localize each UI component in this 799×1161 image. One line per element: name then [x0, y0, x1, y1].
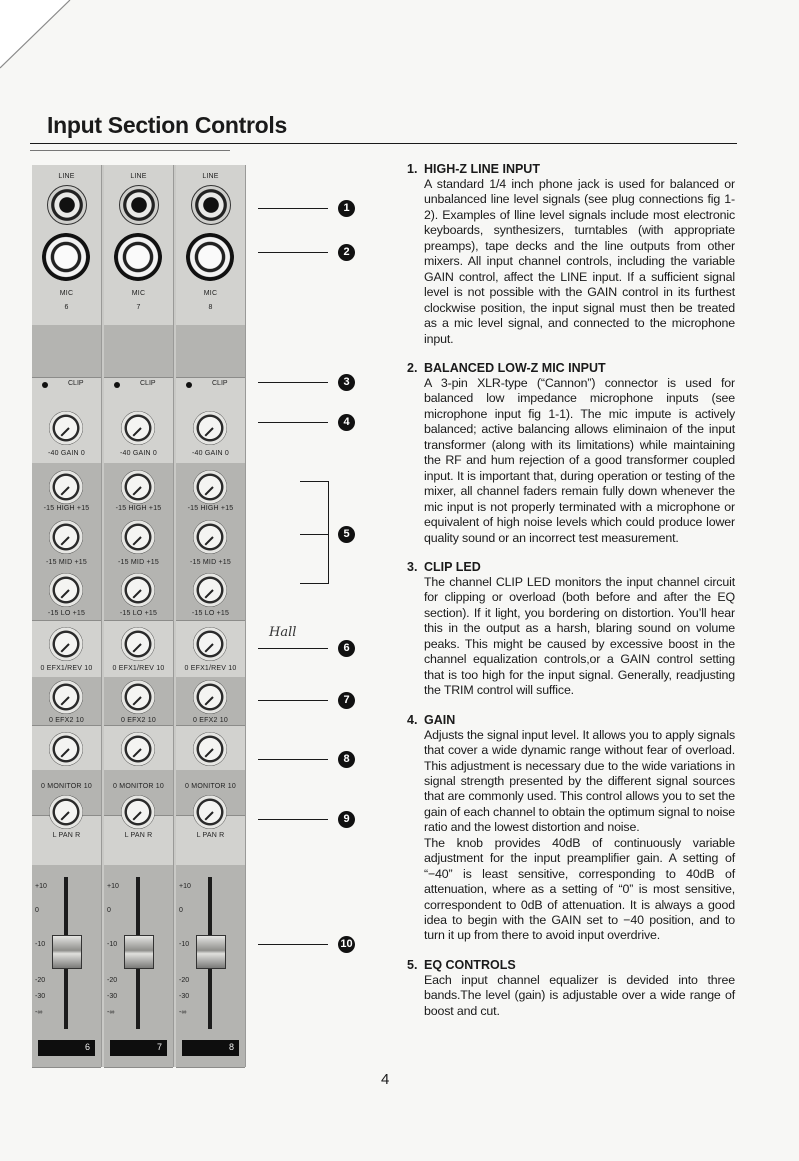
- efx2-label: 0 EFX2 10: [193, 717, 228, 724]
- efx1-knob: [193, 627, 227, 661]
- callout-line: [258, 944, 328, 945]
- callout-badge: 4: [338, 414, 355, 431]
- handwritten-note: Hall: [269, 625, 297, 640]
- line-jack: [47, 185, 87, 225]
- control-item-heading: EQ CONTROLS: [424, 957, 516, 972]
- lo-knob: [121, 573, 155, 607]
- clip-label: CLIP: [212, 380, 228, 387]
- control-item-title: [407, 161, 735, 177]
- page-corner-fold: [0, 0, 90, 80]
- mixer-strips-illustration: [32, 165, 246, 1067]
- gain-knob: [49, 411, 83, 445]
- mid-label: -15 MID +15: [118, 559, 159, 566]
- callout-line: [258, 700, 328, 701]
- lo-knob: [49, 573, 83, 607]
- efx2-label: 0 EFX2 10: [49, 717, 84, 724]
- control-item: [407, 957, 735, 1019]
- eq-bracket: [300, 481, 329, 584]
- line-label: LINE: [58, 173, 75, 180]
- control-item-paragraph: A 3-pin XLR-type (“Cannon”) connector is used for balanced low impedance microphone inputs (see microphone input fig 1-1). The mic impute is actively balanced; active balancing allows eliminaion of the input transformer (along with its limitations) while maintaining the RF and hum rejection of a good transformer coupled input. It is important that, during operation or testing of the mixer, all channel faders remain fully down whenever the mic input is not properly terminated with a microphone or equivalent of high noise levels which could produce lower quality sound or an incorrect test measurement.: [424, 375, 735, 545]
- high-label: -15 HIGH +15: [187, 505, 234, 512]
- callout-badge: 10: [338, 936, 355, 953]
- control-item-paragraph: Adjusts the signal input level. It allows you to apply signals that cover a wide dynamic range without fear of overload. This adjustment is necessary due to the wide variations in signal strength presented by the different signal sources that are commonly used. This control allows you to set the gain of each channel to obtain the optimum signal to noise ratio and the lowest distortion and noise.: [424, 727, 735, 835]
- monitor-label: 0 MONITOR 10: [185, 783, 236, 790]
- fader-scale-label: -30: [107, 993, 118, 1000]
- fader-scale-label: -20: [107, 977, 118, 984]
- mid-label: -15 MID +15: [46, 559, 87, 566]
- fader-scale-label: -20: [35, 977, 46, 984]
- fader-scale-label: +10: [35, 883, 47, 890]
- mic-number: 7: [136, 304, 141, 311]
- clip-led: [114, 382, 120, 388]
- channel-strip: [176, 165, 246, 1067]
- control-item-paragraph: Each input channel equalizer is devided into three bands.The level (gain) is adjustable over a wide range of boost and cut.: [424, 972, 735, 1018]
- fader-scale-label: -10: [35, 941, 46, 948]
- page-title: Input Section Controls: [47, 112, 287, 138]
- callout-badge: 7: [338, 692, 355, 709]
- control-item-paragraph: The channel CLIP LED monitors the input channel circuit for clipping or overload (both before and after the EQ section). If it light, you bordering on distortion. You’ll hear this in the output as a harsh, blaring sound on volume peaks. This might be caused by excessive boost in the channel equalization controls,or a GAIN control setting that is too high for the input signal. Generally, readjusting the TRIM control will suffice.: [424, 574, 735, 698]
- fader-scale-label: -10: [107, 941, 118, 948]
- callout-badge: 3: [338, 374, 355, 391]
- control-item: [407, 712, 735, 944]
- channel-number-plate: [182, 1040, 239, 1056]
- control-item-title: [407, 957, 735, 973]
- fader-scale-label: -30: [35, 993, 46, 1000]
- control-item-title: [407, 360, 735, 376]
- xlr-mic-jack: [42, 233, 90, 281]
- efx1-label: 0 EFX1/REV 10: [40, 665, 93, 672]
- line-label: LINE: [202, 173, 219, 180]
- callout-line: [258, 422, 328, 423]
- xlr-mic-jack: [114, 233, 162, 281]
- high-knob: [121, 470, 155, 504]
- gain-label: -40 GAIN 0: [47, 450, 85, 457]
- monitor-knob: [193, 732, 227, 766]
- control-item-title: [407, 712, 735, 728]
- high-knob: [49, 470, 83, 504]
- strip-section: [176, 325, 245, 378]
- control-item: [407, 360, 735, 546]
- lo-label: -15 LO +15: [47, 610, 86, 617]
- control-item-body: [424, 575, 735, 699]
- controls-list: [407, 161, 735, 1032]
- fader-scale-label: +10: [179, 883, 191, 890]
- fader-cap: [196, 935, 226, 969]
- efx1-knob: [49, 627, 83, 661]
- mid-knob: [121, 520, 155, 554]
- callout-badge: 2: [338, 244, 355, 261]
- fader-scale-label: -10: [179, 941, 190, 948]
- monitor-label: 0 MONITOR 10: [113, 783, 164, 790]
- callout-badge: 8: [338, 751, 355, 768]
- control-item-paragraph: The knob provides 40dB of continuously variable adjustment for the input preamplifier gain. A setting of “−40” is least sensitive, corresponding to 40dB of attenuation, where as a setting of “0” is most sensitive, correspondent to 0dB of attenuation. It is always a good idea to begin with the GAIN set to −40 position, and to turn it up from there to avoid input overdrive.: [424, 835, 735, 943]
- lo-knob: [193, 573, 227, 607]
- control-item-body: [424, 177, 735, 347]
- fader-scale-label: 0: [107, 907, 111, 914]
- control-item-number: 2.: [407, 360, 418, 375]
- monitor-label: 0 MONITOR 10: [41, 783, 92, 790]
- title-rule-shadow: [30, 150, 230, 151]
- mic-number: 8: [208, 304, 213, 311]
- control-item-paragraph: A standard 1/4 inch phone jack is used for balanced or unbalanced line level signals (see plug connections fig 1-2). Examples of lline level signals include most electronic keyboards, synthesizers, turntables (with appropriate preamps), tape decks and the line outputs from other mixers. All input channel controls, including the variable GAIN control, affect the LINE input. If a sufficient signal level is not possible with the GAIN control in its furthest clockwise position, the input signal must then be treated as a mic level signal, and connected to the microphone input.: [424, 177, 735, 346]
- line-jack: [119, 185, 159, 225]
- line-label: LINE: [130, 173, 147, 180]
- pan-knob: [121, 795, 155, 829]
- control-item-heading: GAIN: [424, 712, 456, 727]
- callout-line: [258, 819, 328, 820]
- strip-section: [104, 325, 173, 378]
- monitor-knob: [121, 732, 155, 766]
- high-label: -15 HIGH +15: [115, 505, 162, 512]
- callout-line: [258, 252, 328, 253]
- clip-led: [42, 382, 48, 388]
- gain-knob: [193, 411, 227, 445]
- efx2-knob: [49, 680, 83, 714]
- control-item-heading: CLIP LED: [424, 559, 481, 574]
- control-item-number: 5.: [407, 957, 418, 972]
- channel-strip: [104, 165, 174, 1067]
- fader-scale-label: +10: [107, 883, 119, 890]
- control-item-body: [424, 728, 735, 944]
- efx2-label: 0 EFX2 10: [121, 717, 156, 724]
- clip-label: CLIP: [140, 380, 156, 387]
- channel-number: 7: [156, 1042, 162, 1052]
- fader-scale-label: -∞: [35, 1009, 43, 1016]
- gain-knob: [121, 411, 155, 445]
- control-item: [407, 161, 735, 347]
- fader-cap: [52, 935, 82, 969]
- fader-scale-label: 0: [35, 907, 39, 914]
- fader-scale-label: -30: [179, 993, 190, 1000]
- fader-scale-label: -20: [179, 977, 190, 984]
- gain-label: -40 GAIN 0: [191, 450, 229, 457]
- page-number: 4: [381, 1071, 390, 1088]
- mid-label: -15 MID +15: [190, 559, 231, 566]
- efx1-label: 0 EFX1/REV 10: [112, 665, 165, 672]
- monitor-knob: [49, 732, 83, 766]
- efx1-knob: [121, 627, 155, 661]
- control-item-title: [407, 559, 735, 575]
- callout-line: [258, 648, 328, 649]
- pan-label: L PAN R: [52, 832, 81, 839]
- control-item-body: [424, 376, 735, 546]
- control-item-number: 1.: [407, 162, 418, 176]
- channel-strip: [32, 165, 102, 1067]
- callout-line: [258, 208, 328, 209]
- efx2-knob: [193, 680, 227, 714]
- channel-number: 6: [84, 1042, 90, 1052]
- pan-knob: [193, 795, 227, 829]
- fader-scale-label: 0: [179, 907, 183, 914]
- control-item-heading: HIGH-Z LINE INPUT: [424, 162, 540, 176]
- control-item-body: [424, 973, 735, 1019]
- strip-section: [32, 325, 101, 378]
- pan-label: L PAN R: [124, 832, 153, 839]
- line-jack: [191, 185, 231, 225]
- lo-label: -15 LO +15: [191, 610, 230, 617]
- channel-number: 8: [228, 1042, 234, 1052]
- mic-label: MIC: [131, 290, 146, 297]
- fader-scale-label: -∞: [107, 1009, 115, 1016]
- mid-knob: [49, 520, 83, 554]
- callout-badge: 9: [338, 811, 355, 828]
- lo-label: -15 LO +15: [119, 610, 158, 617]
- mic-label: MIC: [59, 290, 74, 297]
- callout-badge: 5: [338, 526, 355, 543]
- efx2-knob: [121, 680, 155, 714]
- pan-label: L PAN R: [196, 832, 225, 839]
- fader-scale-label: -∞: [179, 1009, 187, 1016]
- callout-badge: 6: [338, 640, 355, 657]
- mic-label: MIC: [203, 290, 218, 297]
- fader-cap: [124, 935, 154, 969]
- efx1-label: 0 EFX1/REV 10: [184, 665, 237, 672]
- mic-number: 6: [64, 304, 69, 311]
- control-item-heading: BALANCED LOW-Z MIC INPUT: [424, 360, 606, 375]
- gain-label: -40 GAIN 0: [119, 450, 157, 457]
- control-item-number: 4.: [407, 712, 418, 727]
- high-label: -15 HIGH +15: [43, 505, 90, 512]
- control-item: [407, 559, 735, 699]
- channel-number-plate: [38, 1040, 95, 1056]
- high-knob: [193, 470, 227, 504]
- pan-knob: [49, 795, 83, 829]
- callout-badge: 1: [338, 200, 355, 217]
- callout-line: [258, 382, 328, 383]
- control-item-number: 3.: [407, 559, 418, 574]
- clip-led: [186, 382, 192, 388]
- title-rule: [30, 143, 737, 144]
- channel-number-plate: [110, 1040, 167, 1056]
- clip-label: CLIP: [68, 380, 84, 387]
- mid-knob: [193, 520, 227, 554]
- callout-line: [258, 759, 328, 760]
- xlr-mic-jack: [186, 233, 234, 281]
